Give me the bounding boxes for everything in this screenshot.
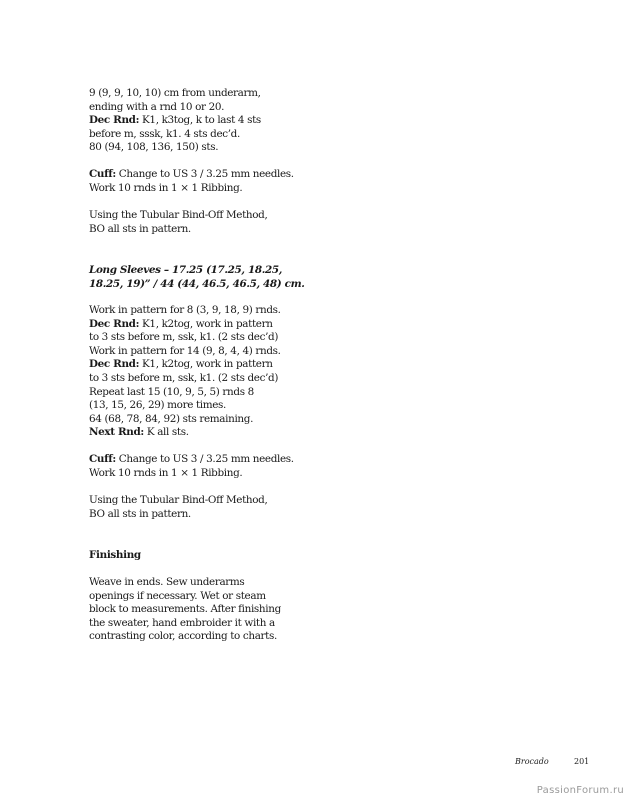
footer-title: Brocado xyxy=(515,757,549,766)
cuff-block-long xyxy=(89,453,294,480)
line-text: to 3 sts before m, ssk, k1. (2 sts dec’d) xyxy=(89,331,279,344)
line-text: block to measurements. After finishing xyxy=(89,603,281,616)
text-line xyxy=(89,372,281,386)
line-text: BO all sts in pattern. xyxy=(89,507,191,520)
line-text: ending with a rnd 10 or 20. xyxy=(89,100,225,113)
line-text: Long Sleeves – 17.25 (17.25, 18.25, xyxy=(89,264,283,276)
text-line xyxy=(89,114,261,128)
text-line xyxy=(89,209,267,223)
line-text: the sweater, hand embroider it with a xyxy=(89,616,275,629)
bold-label: Dec Rnd: xyxy=(89,114,140,127)
text-line xyxy=(89,318,281,332)
line-text: Work 10 rnds in 1 × 1 Ribbing. xyxy=(89,181,243,194)
line-text: Using the Tubular Bind-Off Method, xyxy=(89,494,268,506)
heading-line xyxy=(89,278,305,292)
line-text: BO all sts in pattern. xyxy=(89,222,191,235)
text-line xyxy=(89,168,294,182)
text-line xyxy=(89,576,281,590)
text-line xyxy=(89,603,281,617)
text-line xyxy=(89,345,281,359)
line-text: K1, k3tog, k to last 4 sts xyxy=(139,114,261,127)
line-text: Weave in ends. Sew underarms xyxy=(89,576,245,588)
text-line xyxy=(89,331,281,345)
text-line xyxy=(89,399,281,413)
cuff-block xyxy=(89,168,294,195)
sleeve-decrease-block xyxy=(89,87,261,155)
bind-off-block-long xyxy=(89,494,267,521)
line-text: 80 (94, 108, 136, 150) sts. xyxy=(89,141,219,154)
line-text: 18.25, 19)” / 44 (44, 46.5, 46.5, 48) cm. xyxy=(89,277,305,290)
bold-label: Next Rnd: xyxy=(89,426,144,439)
watermark: PassionForum.ru xyxy=(536,785,624,796)
finishing-heading xyxy=(89,549,141,563)
page-number: 201 xyxy=(574,757,590,766)
long-sleeves-instructions xyxy=(89,304,281,440)
text-line xyxy=(89,141,261,155)
bold-label: Dec Rnd: xyxy=(89,317,140,330)
line-text: Work in pattern for 14 (9, 8, 4, 4) rnds. xyxy=(89,344,281,357)
bold-label: Cuff: xyxy=(89,453,116,465)
line-text: Finishing xyxy=(89,549,141,561)
line-text: K1, k2tog, work in pattern xyxy=(139,317,273,330)
text-line xyxy=(89,358,281,372)
text-line xyxy=(89,182,294,196)
text-line xyxy=(89,508,267,522)
text-line xyxy=(89,101,261,115)
text-line xyxy=(89,413,281,427)
line-text: 9 (9, 9, 10, 10) cm from underarm, xyxy=(89,87,261,99)
line-text: 64 (68, 78, 84, 92) sts remaining. xyxy=(89,412,254,425)
finishing-instructions xyxy=(89,576,281,644)
line-text: Repeat last 15 (10, 9, 5, 5) rnds 8 xyxy=(89,385,254,398)
text-line xyxy=(89,386,281,400)
text-line xyxy=(89,223,267,237)
line-text: K all sts. xyxy=(143,426,189,439)
text-line xyxy=(89,494,267,508)
line-text: to 3 sts before m, ssk, k1. (2 sts dec’d) xyxy=(89,371,279,384)
line-text: Change to US 3 / 3.25 mm needles. xyxy=(115,453,294,465)
bold-label: Dec Rnd: xyxy=(89,358,140,371)
bold-label: Cuff: xyxy=(89,168,116,180)
section-title xyxy=(89,549,141,563)
line-text: K1, k2tog, work in pattern xyxy=(139,358,273,371)
text-line xyxy=(89,304,281,318)
text-line xyxy=(89,453,294,467)
long-sleeves-heading xyxy=(89,264,305,291)
line-text: before m, sssk, k1. 4 sts dec’d. xyxy=(89,127,240,140)
text-line xyxy=(89,467,294,481)
bind-off-block xyxy=(89,209,267,236)
text-line xyxy=(89,590,281,604)
line-text: Using the Tubular Bind-Off Method, xyxy=(89,209,268,221)
text-line xyxy=(89,630,281,644)
text-line xyxy=(89,617,281,631)
line-text: openings if necessary. Wet or steam xyxy=(89,589,266,602)
line-text: (13, 15, 26, 29) more times. xyxy=(89,399,226,412)
line-text: Work 10 rnds in 1 × 1 Ribbing. xyxy=(89,466,243,479)
text-line xyxy=(89,426,281,440)
text-line xyxy=(89,128,261,142)
line-text: Work in pattern for 8 (3, 9, 18, 9) rnds. xyxy=(89,304,281,316)
line-text: Change to US 3 / 3.25 mm needles. xyxy=(115,168,294,180)
text-line xyxy=(89,87,261,101)
line-text: contrasting color, according to charts. xyxy=(89,630,277,643)
heading-line xyxy=(89,264,305,278)
